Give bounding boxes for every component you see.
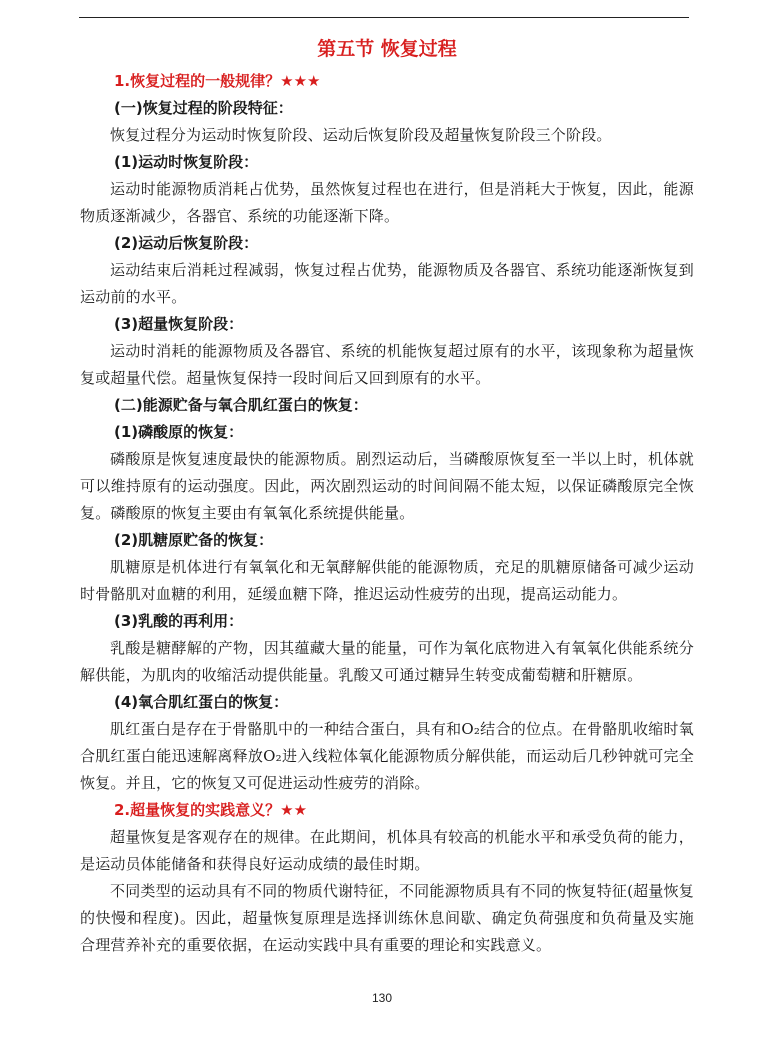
top-rule	[79, 17, 689, 18]
part-2-heading: (二)能源贮备与氧合肌红蛋白的恢复：	[114, 396, 368, 414]
phosphagen-heading: (1)磷酸原的恢复：	[114, 423, 244, 441]
part-1-heading: (一)恢复过程的阶段特征：	[114, 99, 293, 117]
lactate-text: 乳酸是糖酵解的产物，因其蕴藏大量的能量，可作为氧化底物进入有氧氧化供能系统分解供能，为肌肉的收缩活动提供能量。乳酸又可通过糖异生转变成葡萄糖和肝糖原。	[80, 639, 694, 684]
question-2-paragraph-2: 不同类型的运动具有不同的物质代谢特征，不同能源物质具有不同的恢复特征(超量恢复的快慢和程度)。因此，超量恢复原理是选择训练休息间歇、确定负荷强度和负荷量及实施合理营养补充的重要依据，在运动实践中具有重要的理论和实践意义。	[80, 882, 694, 954]
stage-3-text: 运动时消耗的能源物质及各器官、系统的机能恢复超过原有的水平，该现象称为超量恢复或超量代偿。超量恢复保持一段时间后又回到原有的水平。	[80, 342, 694, 387]
stage-2-text: 运动结束后消耗过程减弱，恢复过程占优势，能源物质及各器官、系统功能逐渐恢复到运动前的水平。	[80, 261, 694, 306]
stage-2-heading: (2)运动后恢复阶段：	[114, 234, 259, 252]
question-2-heading	[80, 797, 694, 824]
lactate-heading: (3)乳酸的再利用：	[114, 612, 244, 630]
section-title: 第五节 恢复过程	[317, 38, 457, 60]
stage-3-heading: (3)超量恢复阶段：	[114, 315, 244, 333]
oxymyoglobin-text: 肌红蛋白是存在于骨骼肌中的一种结合蛋白，具有和O₂结合的位点。在骨骼肌收缩时氧合肌红蛋白能迅速解离释放O₂进入线粒体氧化能源物质分解供能，而运动后几秒钟就可完全恢复。并且，它的恢复又可促进运动性疲劳的消除。	[80, 720, 694, 792]
phosphagen-text: 磷酸原是恢复速度最快的能源物质。剧烈运动后，当磷酸原恢复至一半以上时，机体就可以维持原有的运动强度。因此，两次剧烈运动的时间间隔不能太短，以保证磷酸原完全恢复。磷酸原的恢复主要由有氧氧化系统提供能量。	[80, 450, 694, 522]
glycogen-heading: (2)肌糖原贮备的恢复：	[114, 531, 274, 549]
question-2-text: 2.超量恢复的实践意义？	[114, 801, 281, 819]
question-1-text: 1.恢复过程的一般规律？	[114, 72, 281, 90]
glycogen-text: 肌糖原是机体进行有氧氧化和无氧酵解供能的能源物质，充足的肌糖原储备可减少运动时骨骼肌对血糖的利用，延缓血糖下降，推迟运动性疲劳的出现，提高运动能力。	[80, 558, 694, 603]
page-number: 130	[371, 991, 393, 1005]
page-content	[80, 34, 694, 959]
question-1-stars: ★★★	[280, 72, 321, 90]
oxymyoglobin-heading: (4)氧合肌红蛋白的恢复：	[114, 693, 289, 711]
question-1-heading	[80, 68, 694, 95]
question-2-paragraph-1: 超量恢复是客观存在的规律。在此期间，机体具有较高的机能水平和承受负荷的能力，是运动员体能储备和获得良好运动成绩的最佳时期。	[80, 828, 694, 873]
question-2-stars: ★★	[280, 801, 308, 819]
part-1-intro: 恢复过程分为运动时恢复阶段、运动后恢复阶段及超量恢复阶段三个阶段。	[110, 126, 612, 144]
stage-1-heading: (1)运动时恢复阶段：	[114, 153, 259, 171]
stage-1-text: 运动时能源物质消耗占优势，虽然恢复过程也在进行，但是消耗大于恢复，因此，能源物质逐渐减少，各器官、系统的功能逐渐下降。	[80, 180, 694, 225]
